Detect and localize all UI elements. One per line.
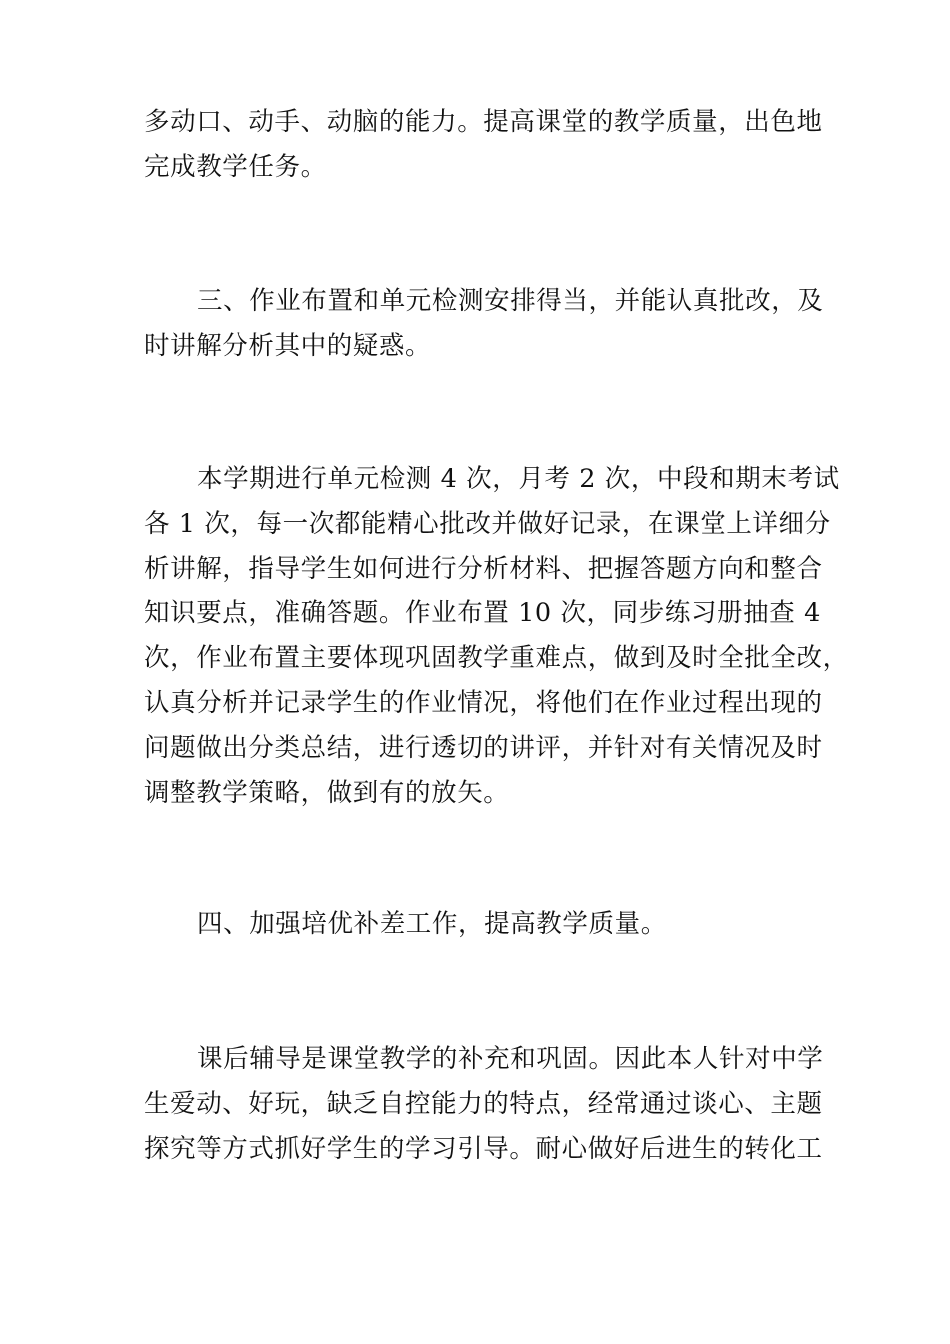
text-line: 四、加强培优补差工作，提高教学质量。 — [197, 909, 667, 939]
text-line: 认真分析并记录学生的作业情况，将他们在作业过程出现的 — [144, 687, 823, 718]
text-line: 各 1 次，每一次都能精心批改并做好记录，在课堂上详细分 — [144, 508, 831, 539]
section-heading-four — [144, 902, 808, 947]
section-heading-three — [144, 279, 824, 369]
text-line: 探究等方式抓好学生的学习引导。耐心做好后进生的转化工 — [144, 1133, 823, 1164]
text-line: 完成教学任务。 — [144, 151, 327, 182]
paragraph-tutoring — [144, 1037, 824, 1171]
text-line: 析讲解，指导学生如何进行分析材料、把握答题方向和整合 — [144, 553, 823, 584]
text-line: 本学期进行单元检测 4 次，月考 2 次，中段和期末考试 — [197, 464, 840, 494]
text-line: 问题做出分类总结，进行透切的讲评，并针对有关情况及时 — [144, 732, 823, 763]
paragraph-continuation — [144, 100, 823, 190]
text-line: 生爱动、好玩，缺乏自控能力的特点，经常通过谈心、主题 — [144, 1088, 823, 1119]
text-line: 知识要点，准确答题。作业布置 10 次，同步练习册抽查 4 — [144, 598, 821, 629]
paragraph-assessment — [144, 457, 849, 815]
text-line: 课后辅导是课堂教学的补充和巩固。因此本人针对中学 — [197, 1044, 824, 1074]
text-line: 次，作业布置主要体现巩固教学重难点，做到及时全批全改， — [144, 643, 849, 674]
text-line: 时讲解分析其中的疑惑。 — [144, 330, 432, 361]
text-line: 多动口、动手、动脑的能力。提高课堂的教学质量，出色地 — [144, 107, 823, 137]
text-line: 调整教学策略，做到有的放矢。 — [144, 777, 510, 808]
text-line: 三、作业布置和单元检测安排得当，并能认真批改，及 — [197, 286, 824, 316]
